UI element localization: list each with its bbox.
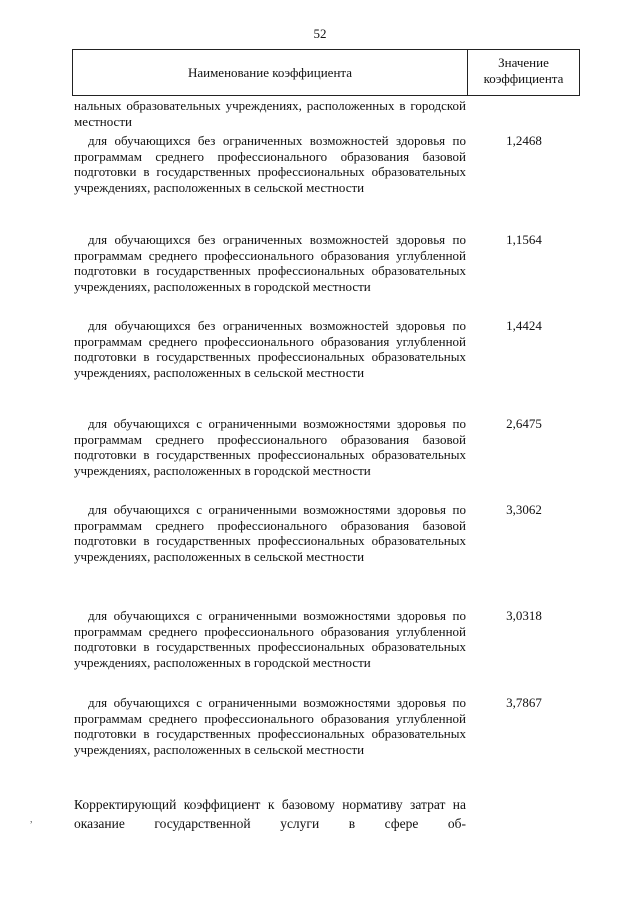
row-value: 2,6475 bbox=[506, 416, 542, 431]
page-number: 52 bbox=[313, 26, 327, 41]
row-value: 1,2468 bbox=[506, 133, 542, 148]
row-description: для обучающихся без ограниченных возможностей здоровья по программам среднего профессионального образования базовой подготовки в государственных профессиональных образовательных учреждениях, расположенных в сельской местности bbox=[74, 133, 466, 195]
row-value: 3,3062 bbox=[506, 502, 542, 517]
row-value: 1,4424 bbox=[506, 318, 542, 333]
row-description: для обучающихся без ограниченных возможностей здоровья по программам среднего профессионального образования углубленной подготовки в государственных профессиональных образовательных учреждениях, расположенных в сельской местности bbox=[74, 318, 466, 380]
header-coefficient-name: Наименование коэффициента bbox=[187, 64, 353, 80]
row-value: 1,1564 bbox=[506, 232, 542, 247]
row-description: для обучающихся с ограниченными возможностями здоровья по программам среднего профессионального образования базовой подготовки в государственных профессиональных образовательных учреждениях, расположенных в городской местности bbox=[74, 416, 466, 478]
row-description: нальных образовательных учреждениях, расположенных в городской местности bbox=[74, 98, 466, 129]
row-description: для обучающихся с ограниченными возможностями здоровья по программам среднего профессионального образования углубленной подготовки в государственных профессиональных образовательных учреждениях, расположенных в городской местности bbox=[74, 608, 466, 670]
row-description: для обучающихся без ограниченных возможностей здоровья по программам среднего профессионального образования углубленной подготовки в государственных профессиональных образовательных учреждениях, расположенных в городской местности bbox=[74, 232, 466, 294]
row-value: 3,0318 bbox=[506, 608, 542, 623]
scan-mark: , bbox=[30, 814, 33, 825]
footer-paragraph: Корректирующий коэффициент к базовому нормативу затрат на оказание государственной услуги в сфере об- bbox=[74, 797, 466, 831]
table-header bbox=[72, 49, 580, 96]
header-coefficient-value bbox=[468, 55, 579, 87]
row-value: 3,7867 bbox=[506, 695, 542, 710]
header-value-line2: коэффициента bbox=[483, 71, 564, 86]
row-description: для обучающихся с ограниченными возможностями здоровья по программам среднего профессионального образования базовой подготовки в государственных профессиональных образовательных учреждениях, расположенных в сельской местности bbox=[74, 502, 466, 564]
header-value-line1: Значение bbox=[498, 55, 549, 70]
row-description: для обучающихся с ограниченными возможностями здоровья по программам среднего профессионального образования углубленной подготовки в государственных профессиональных образовательных учреждениях, расположенных в сельской местности bbox=[74, 695, 466, 757]
